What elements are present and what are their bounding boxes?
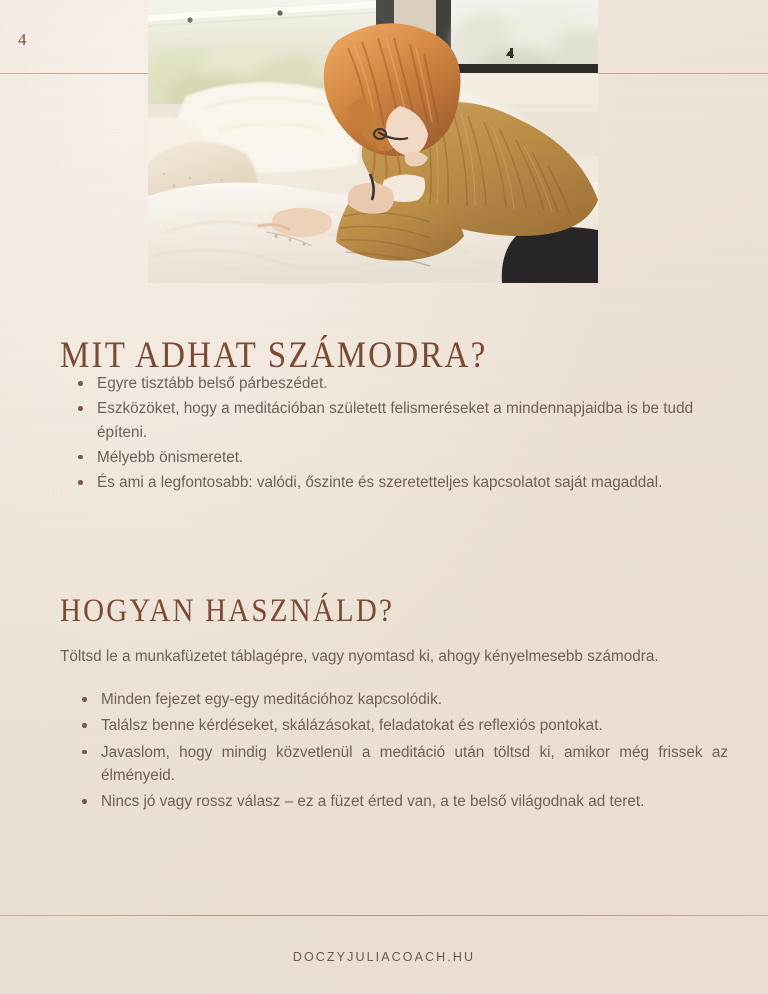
hero-photo <box>148 0 598 283</box>
usage-list <box>78 688 728 816</box>
benefits-list <box>74 372 704 496</box>
list-item: Eszközöket, hogy a meditációban született felismeréseket a mindennapjaidba is be tudd építeni. <box>74 397 704 444</box>
usage-intro-paragraph: Töltsd le a munkafüzetet táblagépre, vagy nyomtasd ki, ahogy kényelmesebb számodra. <box>60 648 659 666</box>
list-item: Nincs jó vagy rossz válasz – ez a füzet érted van, a te belső világodnak ad teret. <box>78 790 728 813</box>
footer-divider-rule <box>0 915 768 916</box>
page-number: 4 <box>18 30 27 49</box>
list-item: Találsz benne kérdéseket, skálázásokat, feladatokat és reflexiós pontokat. <box>78 714 728 737</box>
hero-photo-illustration <box>148 0 598 283</box>
list-item: Javaslom, hogy mindig közvetlenül a meditáció után töltsd ki, amikor még frissek az élményeid. <box>78 741 728 788</box>
footer-website: DOCZYJULIACOACH.HU <box>292 950 476 964</box>
list-item: És ami a legfontosabb: valódi, őszinte és szeretetteljes kapcsolatot saját magaddal. <box>74 471 704 494</box>
list-item: Egyre tisztább belső párbeszédet. <box>74 372 704 395</box>
section-heading-hogyan-hasznald: HOGYAN HASZNÁLD? <box>60 593 395 630</box>
section-heading-mit-adhat: MIT ADHAT SZÁMODRA? <box>60 335 488 376</box>
list-item: Minden fejezet egy-egy meditációhoz kapcsolódik. <box>78 688 728 711</box>
list-item: Mélyebb önismeretet. <box>74 446 704 469</box>
